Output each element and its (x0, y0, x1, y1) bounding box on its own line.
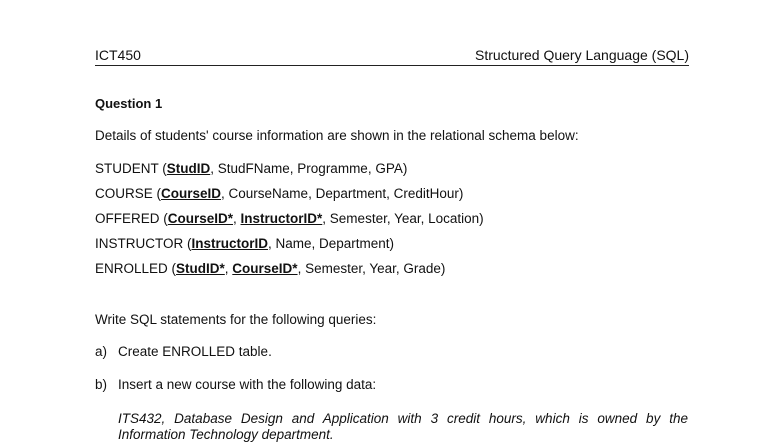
item-text: Insert a new course with the following data: (118, 377, 377, 392)
query-item-a (95, 344, 272, 359)
question-intro: Details of students' course information are shown in the relational schema below: (95, 128, 579, 143)
relation-attributes: , CourseName, Department, CreditHour) (221, 186, 464, 201)
primary-key: InstructorID (191, 236, 269, 251)
primary-key: StudID* (176, 261, 225, 276)
relation-name: STUDENT ( (95, 161, 167, 176)
header-divider (95, 65, 689, 66)
instruction-text: Write SQL statements for the following queries: (95, 312, 377, 327)
primary-key: CourseID* (232, 261, 298, 276)
relation-attributes: , Name, Department) (268, 236, 395, 251)
query-item-b (95, 377, 376, 392)
relation-name: ENROLLED ( (95, 261, 177, 276)
item-label: a) (95, 344, 108, 359)
primary-key: StudID (166, 161, 211, 176)
key-separator: , (233, 211, 241, 226)
schema-student (95, 161, 407, 176)
relation-name: INSTRUCTOR ( (95, 236, 192, 251)
relation-name: COURSE ( (95, 186, 162, 201)
item-label: b) (95, 377, 108, 392)
item-text: Create ENROLLED table. (118, 344, 272, 359)
relation-attributes: , Semester, Year, Location) (322, 211, 484, 226)
relation-attributes: , Semester, Year, Grade) (297, 261, 446, 276)
schema-offered (95, 211, 484, 226)
question-title: Question 1 (95, 96, 163, 111)
relation-attributes: , StudFName, Programme, GPA) (210, 161, 408, 176)
primary-key: CourseID* (167, 211, 234, 226)
primary-key: InstructorID* (240, 211, 323, 226)
schema-instructor (95, 236, 394, 251)
course-code: ICT450 (95, 47, 141, 63)
course-data-text: ITS432, Database Design and Application with 3 credit hours, which is owned by the Information Technology department. (118, 411, 688, 442)
schema-enrolled (95, 261, 445, 276)
subject-title: Structured Query Language (SQL) (474, 47, 689, 63)
schema-course (95, 186, 463, 201)
relation-name: OFFERED ( (95, 211, 168, 226)
primary-key: CourseID (161, 186, 222, 201)
key-separator: , (224, 261, 233, 276)
